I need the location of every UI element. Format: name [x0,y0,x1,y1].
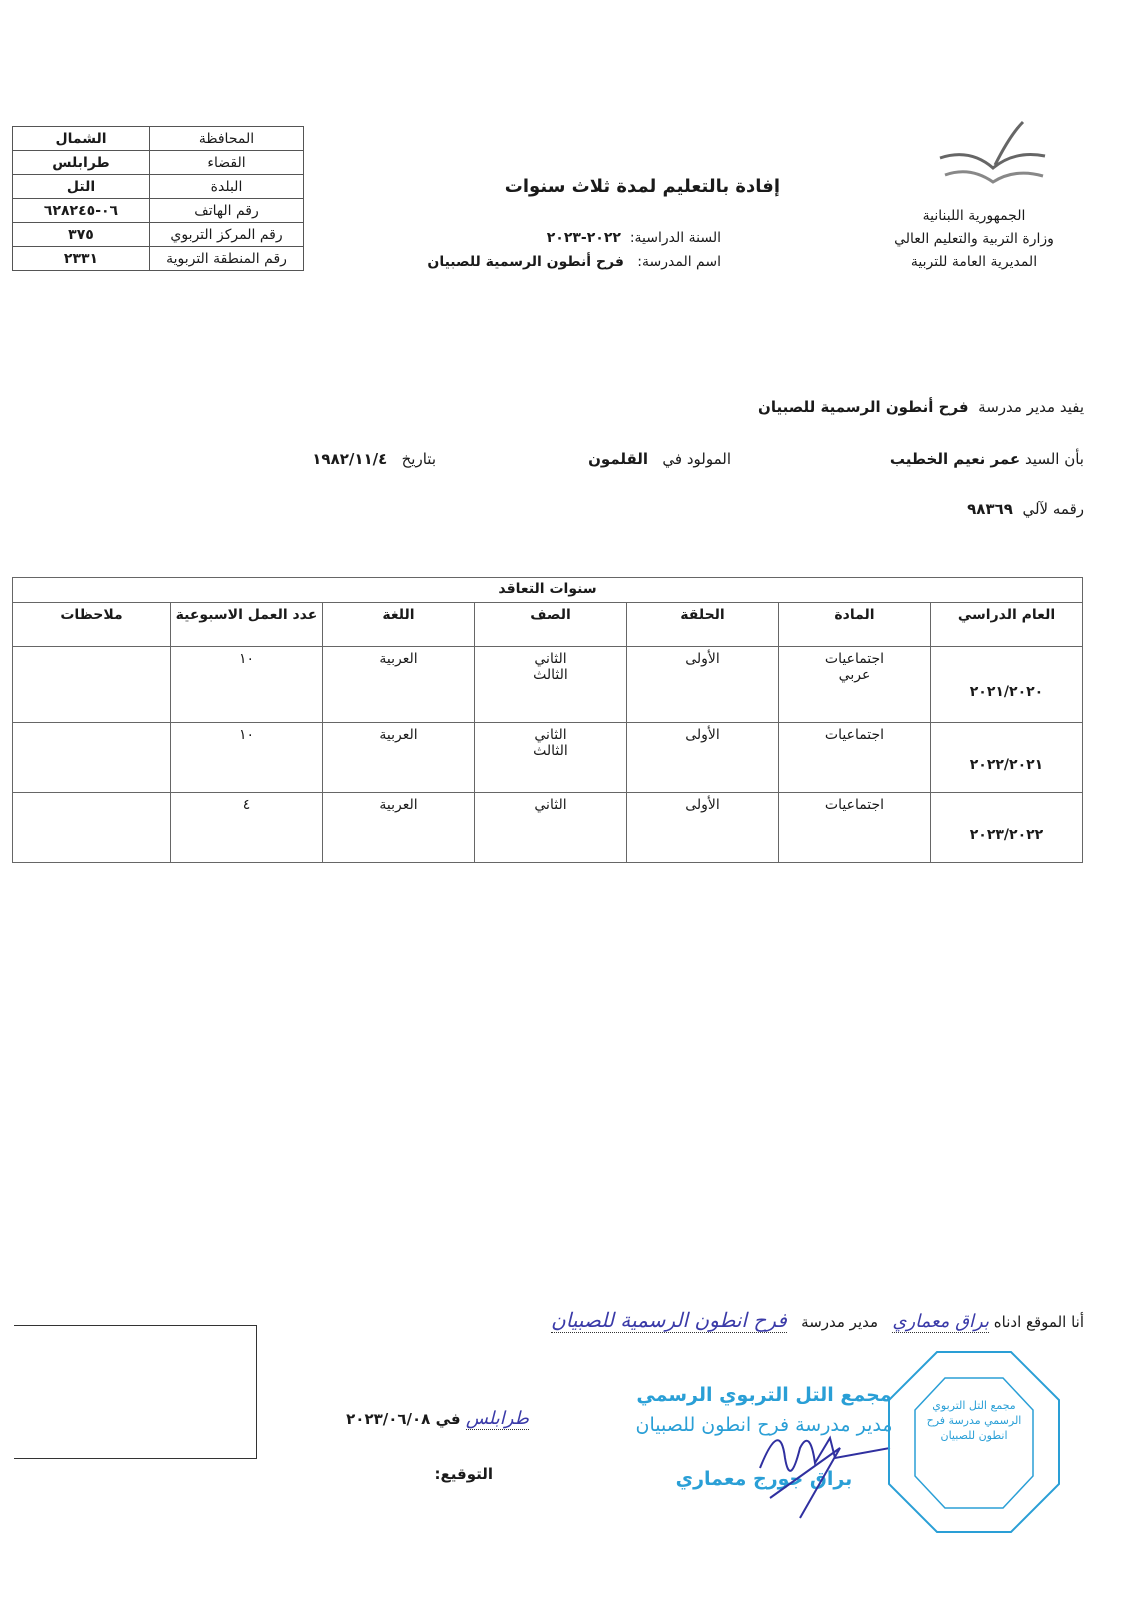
info-row [13,247,304,271]
info-value: طرابلس [13,151,150,175]
cell-cycle: الأولى [627,793,779,863]
grade: الثاني [534,727,567,743]
seal-text: مجمع التل التربوي الرسمي مدرسة فرح انطون للصبيان [926,1399,1022,1442]
stamp-line: براق جورج معماري [675,1468,853,1490]
column-header: المادة [779,603,931,647]
ministry-line: الجمهورية اللبنانية [922,208,1026,224]
statement-birthdate [312,450,436,468]
handwritten-city: طرابلس [465,1408,529,1429]
info-value: التل [13,175,150,199]
ministry-line: وزارة التربية والتعليم العالي [894,231,1054,247]
cell-subject [779,793,931,863]
label: مدير مدرسة [801,1313,879,1331]
cell-notes [13,793,171,863]
grade: الثاني [534,651,567,667]
table-caption: سنوات التعاقد [13,578,1083,603]
statement-intro [758,398,1084,416]
info-row [13,175,304,199]
column-header: عدد العمل الاسبوعية [171,603,323,647]
table-row [13,647,1083,723]
blank-box [14,1325,257,1459]
person-name: عمر نعيم الخطيب [889,450,1021,468]
info-row [13,127,304,151]
info-label: المحافظة [150,127,304,151]
cell-language: العربية [323,793,475,863]
info-table [12,126,304,271]
stamp-line: مدير مدرسة فرح انطون للصبيان [635,1414,893,1436]
table-row [13,793,1083,863]
label: السنة الدراسية: [629,230,721,246]
column-header: الصف [475,603,627,647]
cell-grade [475,647,627,723]
label: أنا الموقع ادناه [993,1313,1084,1331]
column-header: اللغة [323,603,475,647]
cell-cycle: الأولى [627,647,779,723]
value: ٢٠٢٢-٢٠٢٣ [546,230,621,246]
cell-notes [13,723,171,793]
contract-years-table [12,577,1083,863]
column-header: ملاحظات [13,603,171,647]
label: المولود في [662,450,731,468]
cell-year: ٢٠٢٢/٢٠٢١ [931,723,1083,793]
label: اسم المدرسة: [637,254,721,270]
cell-cycle: الأولى [627,723,779,793]
school-name-value: فرح أنطون الرسمية للصبيان [758,398,969,416]
cell-notes [13,647,171,723]
info-value: ٠٦-٦٢٨٢٤٥ [13,199,150,223]
cell-subject [779,647,931,723]
cell-year: ٢٠٢١/٢٠٢٠ [931,647,1083,723]
cell-year: ٢٠٢٣/٢٠٢٢ [931,793,1083,863]
subject: اجتماعيات [824,797,885,813]
label: رقمه لآلي [1022,500,1084,518]
info-label: القضاء [150,151,304,175]
column-header: العام الدراسي [931,603,1083,647]
info-value: الشمال [13,127,150,151]
grade: الثاني [534,797,567,813]
cell-hours: ٤ [171,793,323,863]
birthdate: ١٩٨٢/١١/٤ [312,450,388,468]
cell-hours: ١٠ [171,723,323,793]
cell-grade [475,723,627,793]
document-title: إفادة بالتعليم لمدة ثلاث سنوات [504,176,780,197]
statement-name [890,450,1084,468]
ministry-header [864,205,1084,274]
handwritten-school: فرح انطون الرسمية للصبيان [551,1308,787,1332]
info-row [13,223,304,247]
statement-id [967,500,1084,518]
school-name [427,254,721,270]
signoff-line [551,1308,1084,1332]
label: في [435,1410,461,1428]
official-seal [885,1348,1063,1536]
cell-subject [779,723,931,793]
subject: اجتماعيات [824,727,885,743]
grade: الثالث [533,667,568,683]
column-header: الحلقة [627,603,779,647]
signature-label: التوقيع: [434,1465,493,1483]
signoff-date: ٢٠٢٣/٠٦/٠٨ [346,1410,431,1428]
cell-language: العربية [323,723,475,793]
info-label: رقم المركز التربوي [150,223,304,247]
value: فرح أنطون الرسمية للصبيان [427,254,624,270]
table-row [13,723,1083,793]
info-row [13,151,304,175]
statement-birthplace [588,450,731,468]
cell-grade [475,793,627,863]
grade: الثالث [533,743,568,759]
handwritten-name: براق معماري [892,1311,989,1332]
birthplace: القلمون [588,450,649,468]
info-label: رقم المنطقة التربوية [150,247,304,271]
subject: اجتماعيات [824,651,885,667]
label: بتاريخ [401,450,436,468]
info-label: البلدة [150,175,304,199]
ministry-line: المديرية العامة للتربية [910,254,1038,270]
id-number: ٩٨٣٦٩ [967,500,1013,518]
stamp-line: مجمع التل التربوي الرسمي [636,1384,892,1406]
place-date-line [346,1408,529,1429]
label: بأن السيد [1024,450,1084,468]
info-value: ٣٧٥ [13,223,150,247]
subject: عربي [838,667,871,683]
school-year [547,230,721,246]
cell-hours: ١٠ [171,647,323,723]
book-logo [935,120,1055,195]
info-row [13,199,304,223]
info-label: رقم الهاتف [150,199,304,223]
label: يفيد مدير مدرسة [978,398,1084,416]
info-value: ٢٣٣١ [13,247,150,271]
cell-language: العربية [323,647,475,723]
